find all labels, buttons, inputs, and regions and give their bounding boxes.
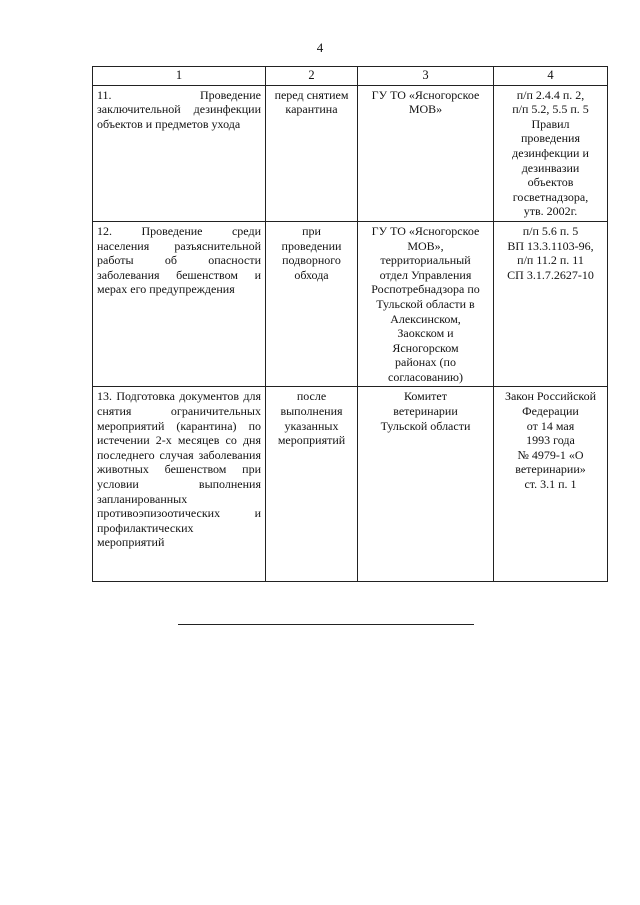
measure-description: 12. Проведение среди населения разъяснительной работы об опасности заболевания бешенством и мерах его предупреждения — [93, 221, 266, 387]
measure-description: 13. Подготовка документов для снятия ограничительных мероприятий (карантина) по истечении 2-х месяцев со дня последнего случая заболевания животных бешенством при условии выполнения запланированных противоэпизоотических и профилактических мероприятий — [93, 387, 266, 582]
table-row — [93, 221, 608, 387]
column-header-1: 1 — [93, 67, 266, 86]
page-number: 4 — [316, 40, 324, 55]
measure-basis: Закон Российской Федерации от 14 мая 1993 года № 4979-1 «О ветеринарии» ст. 3.1 п. 1 — [494, 387, 608, 582]
measure-responsible: Комитет ветеринарии Тульской области — [358, 387, 494, 582]
measure-basis: п/п 5.6 п. 5 ВП 13.3.1103-96, п/п 11.2 п. 11 СП 3.1.7.2627-10 — [494, 221, 608, 387]
table-row — [93, 387, 608, 582]
table-header-row — [93, 67, 608, 86]
measure-responsible: ГУ ТО «Ясногорское МОВ», территориальный отдел Управления Роспотребнадзора по Тульской области в Алексинском, Заокском и Ясногорском районах (по согласованию) — [358, 221, 494, 387]
measure-basis: п/п 2.4.4 п. 2, п/п 5.2, 5.5 п. 5 Правил проведения дезинфекции и дезинвазии объектов госветнадзора, утв. 2002г. — [494, 85, 608, 221]
column-header-4: 4 — [494, 67, 608, 86]
measure-timing: перед снятием карантина — [266, 85, 358, 221]
table-row — [93, 85, 608, 221]
measure-responsible: ГУ ТО «Ясногорское МОВ» — [358, 85, 494, 221]
measure-timing: при проведении подворного обхода — [266, 221, 358, 387]
closing-rule — [178, 624, 474, 625]
column-header-3: 3 — [358, 67, 494, 86]
measure-timing: после выполнения указанных мероприятий — [266, 387, 358, 582]
measures-table — [92, 66, 608, 582]
column-header-2: 2 — [266, 67, 358, 86]
measure-description: 11. Проведение заключительной дезинфекции объектов и предметов ухода — [93, 85, 266, 221]
